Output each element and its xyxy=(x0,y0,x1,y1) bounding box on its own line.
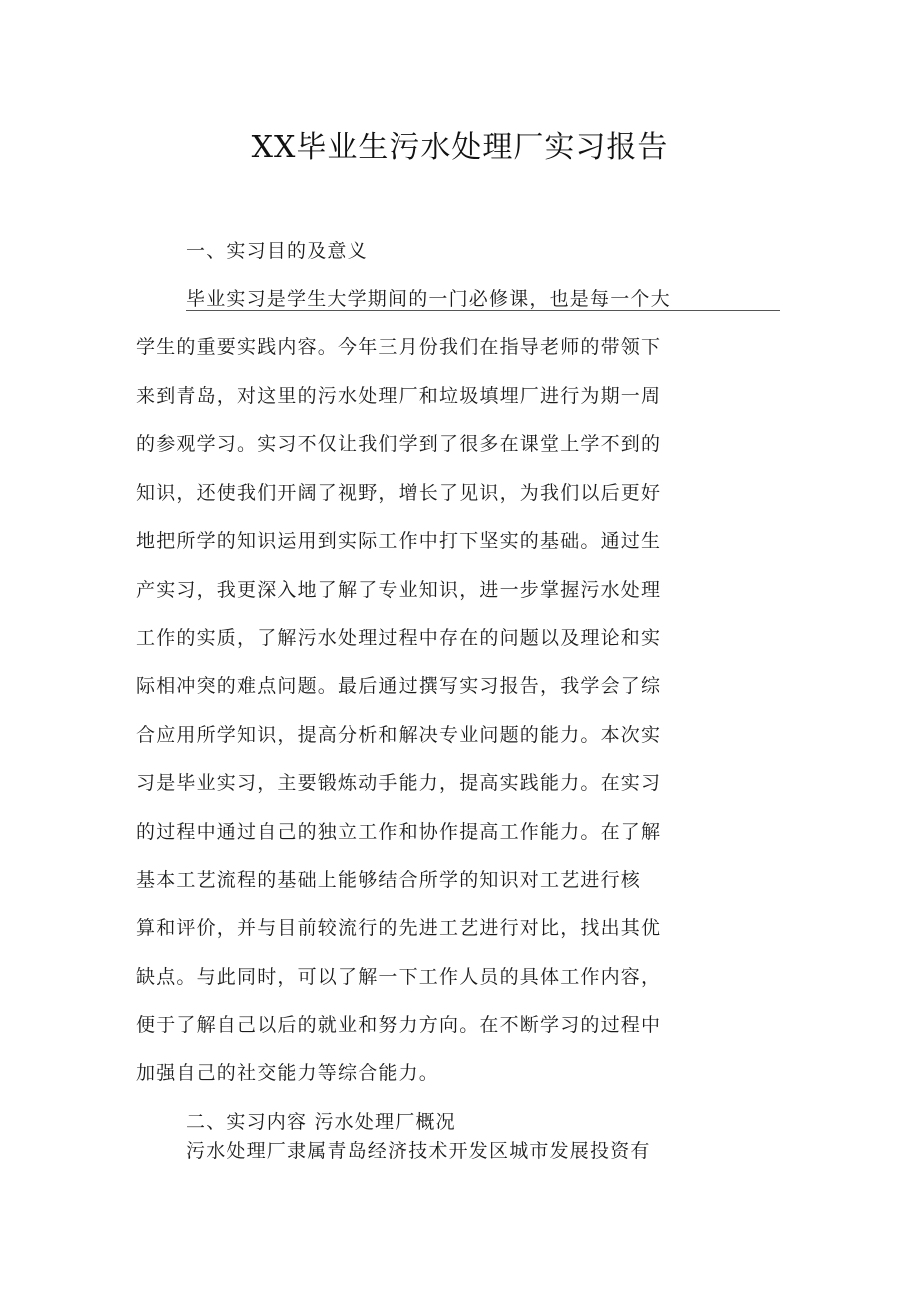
section-heading-2: 二、实习内容 污水处理厂概况 xyxy=(186,1111,456,1133)
paragraph-line: 的参观学习。实习不仅让我们学到了很多在课堂上学不到的 xyxy=(136,433,662,455)
paragraph-line: 污水处理厂隶属青岛经济技术开发区城市发展投资有 xyxy=(186,1140,651,1162)
paragraph-line: 际相冲突的难点问题。最后通过撰写实习报告，我学会了综 xyxy=(136,675,662,697)
paragraph-line: 加强自己的社交能力等综合能力。 xyxy=(136,1062,440,1084)
paragraph-line: 基本工艺流程的基础上能够结合所学的知识对工艺进行核 xyxy=(136,869,642,891)
paragraph-line: 合应用所学知识，提高分析和解决专业问题的能力。本次实 xyxy=(136,724,662,746)
document-title: XX毕业生污水处理厂实习报告 xyxy=(251,130,669,165)
paragraph-line: 算和评价，并与目前较流行的先进工艺进行对比，找出其优 xyxy=(136,917,662,939)
paragraph-line: 工作的实质，了解污水处理过程中存在的问题以及理论和实 xyxy=(136,627,662,649)
paragraph-line: 毕业实习是学生大学期间的一门必修课，也是每一个大 xyxy=(186,288,671,310)
paragraph-line: 学生的重要实践内容。今年三月份我们在指导老师的带领下 xyxy=(136,336,662,358)
paragraph-line: 来到青岛，对这里的污水处理厂和垃圾填埋厂进行为期一周 xyxy=(136,385,662,407)
underline-rule xyxy=(186,310,780,311)
paragraph-line: 知识，还使我们开阔了视野，增长了见识，为我们以后更好 xyxy=(136,482,662,504)
paragraph-line: 地把所学的知识运用到实际工作中打下坚实的基础。通过生 xyxy=(136,530,662,552)
paragraph-line: 缺点。与此同时，可以了解一下工作人员的具体工作内容， xyxy=(136,966,662,988)
paragraph-line: 产实习，我更深入地了解了专业知识，进一步掌握污水处理 xyxy=(136,579,662,601)
paragraph-line: 的过程中通过自己的独立工作和协作提高工作能力。在了解 xyxy=(136,821,662,843)
paragraph-line: 习是毕业实习，主要锻炼动手能力，提高实践能力。在实习 xyxy=(136,772,662,794)
section-heading-1: 一、实习目的及意义 xyxy=(186,240,368,262)
paragraph-line: 便于了解自己以后的就业和努力方向。在不断学习的过程中 xyxy=(136,1014,662,1036)
